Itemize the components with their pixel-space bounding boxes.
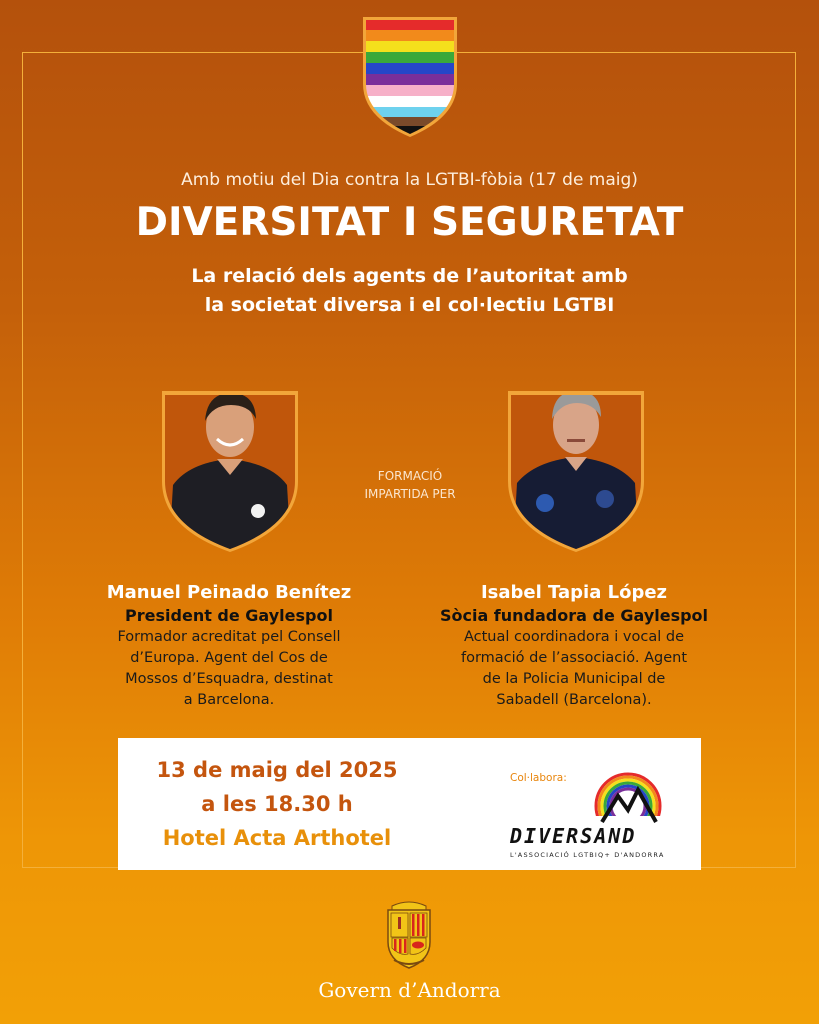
speaker-photo-isabel [505,385,647,553]
speaker-bio [409,627,739,711]
organization-name: Govern d’Andorra [318,978,501,1002]
collaborator-name: DIVERSAND [510,824,637,848]
bio-line: Actual coordinadora i vocal de [463,629,684,645]
speaker-bio [64,627,394,711]
speaker-role: President de Gaylespol [125,606,333,625]
speaker-role: Sòcia fundadora de Gaylespol [439,606,709,625]
subtitle-line: la societat diversa i el col·lectiu LGTBI [204,294,615,316]
bio-line: Formador acreditat pel Consell [117,629,341,645]
bio-line: Sabadell (Barcelona). [496,692,652,708]
pride-flag-shield-icon [360,14,460,138]
speaker-photo-manuel [159,385,301,553]
bio-line: Mossos d’Esquadra, destinat [125,671,333,687]
speaker-card-manuel [64,582,394,711]
subtitle [0,262,819,320]
training-note-line: FORMACIÓ [377,469,443,483]
speaker-card-isabel [409,582,739,711]
subtitle-line: La relació dels agents de l’autoritat amb [191,265,628,287]
speaker-name: Manuel Peinado Benítez [106,582,352,603]
bio-line: a Barcelona. [183,692,275,708]
training-note [330,467,490,503]
bio-line: d’Europa. Agent del Cos de [130,650,328,666]
event-venue: Hotel Acta Arthotel [162,826,392,850]
collaborator-label: Col·labora: [510,772,567,784]
training-note-line: IMPARTIDA PER [364,487,456,501]
collaborator-tagline: L'ASSOCIACIÓ LGTBIQ+ D'ANDORRA [510,851,665,859]
bio-line: formació de l’associació. Agent [460,650,688,666]
andorra-coat-of-arms-icon [376,898,442,970]
intro-text: Amb motiu del Dia contra la LGTBI-fòbia (17 de maig) [181,170,638,190]
event-time: a les 18.30 h [201,792,353,816]
event-date: 13 de maig del 2025 [156,758,398,782]
page-title: DIVERSITAT I SEGURETAT [135,200,684,245]
event-info-box [118,738,701,870]
bio-line: de la Policia Municipal de [482,671,666,687]
speaker-name: Isabel Tapia López [480,582,668,603]
